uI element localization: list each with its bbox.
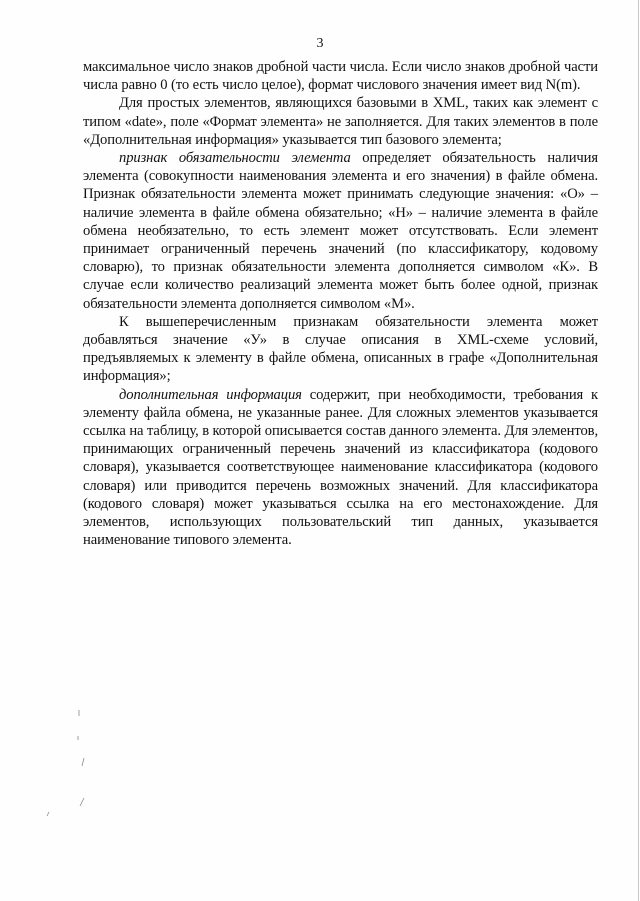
paragraph-conditional-value: К вышеперечисленным признакам обязательности элемента может добавляться значение «У» в случае описания в XML-схеме условий, предъявляемых к элементу в файле обмена, описанных в графе «Дополнительная информация»; [83, 313, 598, 385]
term-additional-info: дополнительная информация [119, 386, 302, 403]
scan-speck [82, 758, 84, 766]
page-number: 3 [316, 36, 324, 51]
paragraph-format-note: максимальное число знаков дробной части числа. Если число знаков дробной части числа равно 0 (то есть число целое), формат числового значения имеет вид N(m). [83, 59, 598, 94]
paragraph-additional-info-text: содержит, при необходимости, требования к элементу файла обмена, не указанные ранее. Для сложных элементов указывается ссылка на таблицу, в которой описывается состав данного элемента. Для элементов, принимающих ограниченный перечень значений из классификатора (кодового словаря), указывается соответствующее наименование классификатора (кодового словаря) или приводится перечень возможных значений. Для классификатора (кодового словаря) может указываться ссылка на его местонахождение. Для элементов, использующих пользовательский тип данных, указывается наименование типового элемента. [83, 386, 599, 549]
paragraph-simple-elements: Для простых элементов, являющихся базовыми в XML, таких как элемент с типом «date», поле «Формат элемента» не заполняется. Для таких элементов в поле «Дополнительная информация» указывается тип базового элемента; [83, 95, 598, 148]
term-obligation-sign: признак обязательности элемента [119, 150, 351, 167]
paragraph-additional-info [83, 386, 598, 550]
scan-speck [47, 812, 49, 816]
scan-speck [80, 798, 84, 806]
paragraph-obligation-sign-text: определяет обязательность наличия элемента (совокупности наименования элемента и его значения) в файле обмена. Признак обязательности элемента может принимать следующие значения: «О» – наличие элемента в файле обмена обязательно; «Н» – наличие элемента в файле обмена необязательно, то есть элемент может отсутствовать. Если элемент принимает ограниченный перечень значений (по классификатору, кодовому словарю), то признак обязательности элемента дополняется символом «К». В случае если количество реализаций элемента может быть более одной, признак обязательности элемента дополняется символом «М». [83, 150, 598, 312]
scan-edge [638, 0, 639, 901]
paragraph-obligation-sign [83, 149, 598, 313]
body-text [83, 58, 598, 549]
